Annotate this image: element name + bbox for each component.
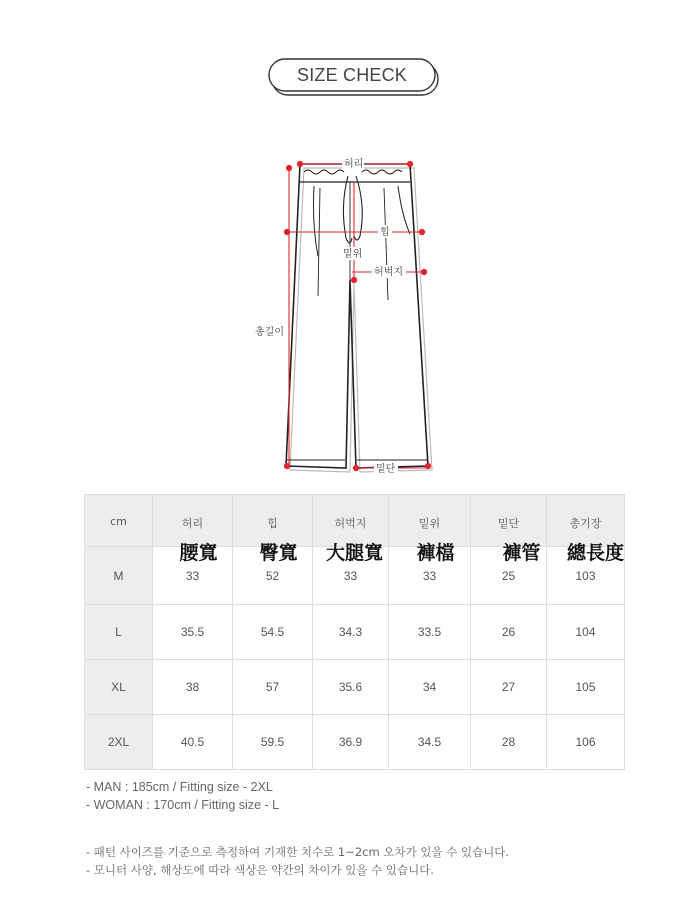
size-label: 2XL	[85, 715, 153, 770]
table-cell: 26	[471, 605, 547, 660]
label-waist: 허리	[344, 159, 364, 170]
header-hip-zh: 臀寬	[259, 542, 298, 564]
measurement-lines	[284, 161, 430, 470]
header-length-zh: 總長度	[566, 542, 624, 564]
size-label: M	[85, 547, 153, 605]
table-row	[85, 605, 625, 660]
table-row	[85, 715, 625, 770]
waist-point-left	[297, 161, 302, 166]
table-cell: 34.3	[313, 605, 389, 660]
table-cell: 34.5	[389, 715, 471, 770]
header-thigh: 허벅지 大腿寬	[313, 495, 389, 547]
label-rise: 밑위	[343, 249, 363, 260]
table-cell: 54.5	[233, 605, 313, 660]
table-cell: 33	[313, 547, 389, 605]
disclaimer-notes	[86, 843, 509, 879]
pants-outline	[286, 164, 428, 468]
table-header-row	[85, 495, 625, 547]
table-cell: 34	[389, 660, 471, 715]
table-cell: 52	[233, 547, 313, 605]
table-cell: 33	[389, 547, 471, 605]
header-length: 총기장 總長度	[547, 495, 625, 547]
page-title: SIZE CHECK	[296, 64, 408, 85]
label-hem: 밑단	[376, 464, 396, 475]
fitting-note-woman: - WOMAN : 170cm / Fitting size - L	[86, 798, 280, 812]
header-waist-zh: 腰寬	[179, 542, 218, 564]
header-hip: 힙 臀寬	[233, 495, 313, 547]
table-cell: 25	[471, 547, 547, 605]
waist-point-right	[407, 161, 412, 166]
table-cell: 35.5	[153, 605, 233, 660]
disclaimer-measurement: - 패턴 사이즈를 기준으로 측정하여 기재한 치수로 1~2cm 오차가 있을 수 있습니다.	[86, 845, 510, 859]
table-cell: 36.9	[313, 715, 389, 770]
size-label: XL	[85, 660, 153, 715]
table-cell: 40.5	[153, 715, 233, 770]
table-cell: 33	[153, 547, 233, 605]
header-rise-zh: 褲檔	[416, 542, 455, 564]
header-hem: 밑단 褲管	[471, 495, 547, 547]
table-row	[85, 660, 625, 715]
label-length: 총길이	[255, 327, 284, 338]
disclaimer-color: - 모니터 사양, 해상도에 따라 색상은 약간의 차이가 있을 수 있습니다.	[86, 863, 434, 877]
table-cell: 105	[547, 660, 625, 715]
label-hip: 힙	[380, 227, 390, 238]
table-cell: 59.5	[233, 715, 313, 770]
label-thigh: 허벅지	[374, 267, 403, 278]
fitting-note-man: - MAN : 185cm / Fitting size - 2XL	[86, 780, 273, 794]
table-cell: 57	[233, 660, 313, 715]
size-check-title-badge	[268, 58, 440, 98]
table-cell: 35.6	[313, 660, 389, 715]
header-unit: cm	[85, 495, 153, 547]
header-waist: 허리 腰寬	[153, 495, 233, 547]
table-cell: 103	[547, 547, 625, 605]
size-table	[84, 494, 625, 770]
table-cell: 104	[547, 605, 625, 660]
header-rise: 밑위 褲檔	[389, 495, 471, 547]
table-cell: 33.5	[389, 605, 471, 660]
header-hem-zh: 褲管	[502, 542, 541, 564]
pants-diagram	[0, 130, 700, 490]
table-cell: 27	[471, 660, 547, 715]
table-cell: 28	[471, 715, 547, 770]
size-label: L	[85, 605, 153, 660]
header-thigh-zh: 大腿寬	[325, 542, 383, 564]
table-cell: 38	[153, 660, 233, 715]
fitting-notes	[86, 778, 279, 814]
table-cell: 106	[547, 715, 625, 770]
